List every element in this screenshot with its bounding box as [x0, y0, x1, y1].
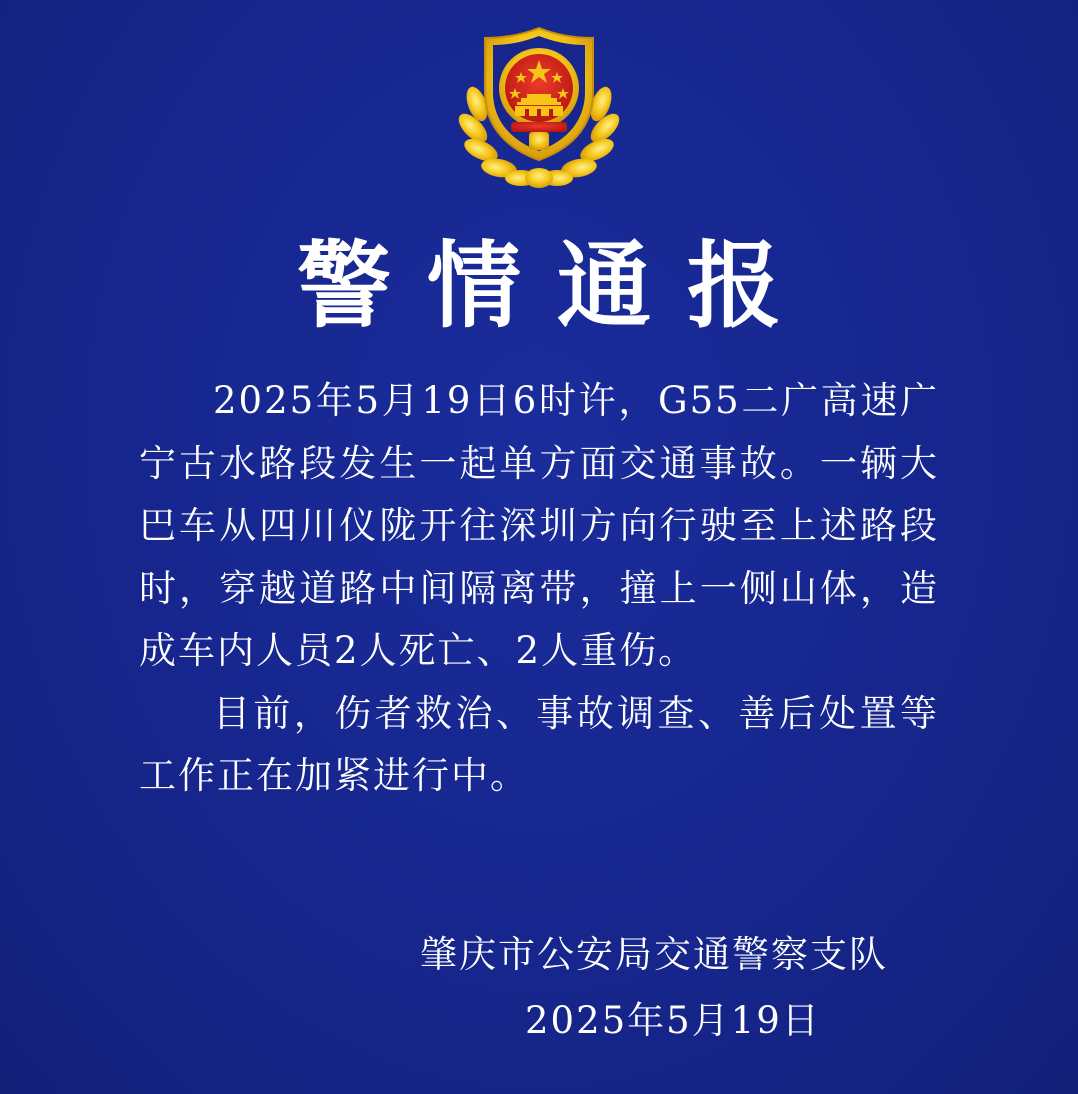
police-emblem-icon	[455, 22, 623, 190]
notice-body	[139, 370, 939, 808]
paragraph-incident: 2025年5月19日6时许，G55二广高速广宁古水路段发生一起单方面交通事故。一辆大巴车从四川仪陇开往深圳方向行驶至上述路段时，穿越道路中间隔离带，撞上一侧山体，造成车内人员2人死亡、2人重伤。	[139, 379, 939, 672]
issue-date: 2025年5月19日	[525, 999, 821, 1042]
issuing-organization: 肇庆市公安局交通警察支队	[420, 933, 888, 976]
notice-title: 警情通报	[296, 232, 817, 341]
paragraph-status: 目前，伤者救治、事故调查、善后处置等工作正在加紧进行中。	[139, 691, 939, 797]
